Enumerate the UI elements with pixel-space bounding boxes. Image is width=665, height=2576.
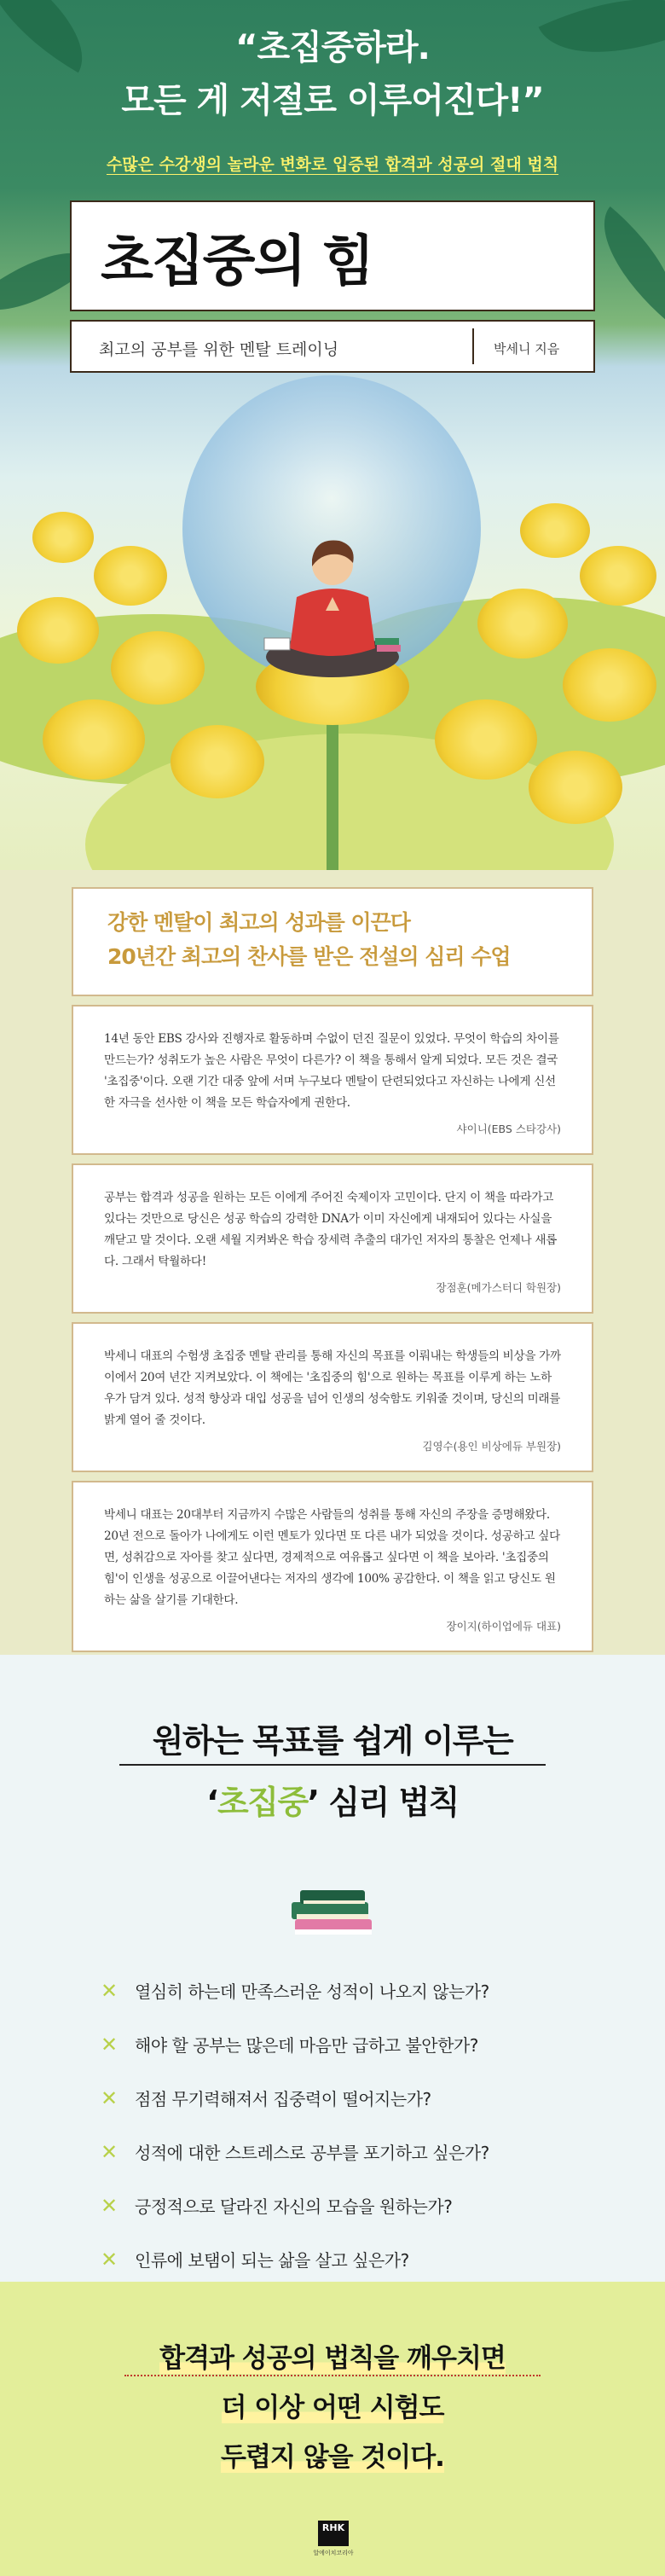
endorser <box>104 1618 561 1633</box>
x-mark-icon: ✕ <box>101 1978 119 2003</box>
list-item <box>101 2179 578 2232</box>
question-text: 긍정적으로 달라진 자신의 모습을 원하는가? <box>135 2196 453 2217</box>
question-text: 점점 무기력해져서 집중력이 떨어지는가? <box>135 2089 431 2109</box>
list-item <box>101 2071 578 2125</box>
hero-subtitle: 수많은 수강생의 놀라운 변화로 입증된 합격과 성공의 절대 법칙 <box>106 155 559 174</box>
endorser <box>104 1438 561 1453</box>
flower-illustration <box>94 546 167 606</box>
hero-quote-line2: 모든 게 저절로 이루어진다!” <box>121 81 544 120</box>
hero-quote-line1: “초집중하라. <box>235 28 430 67</box>
endorsement-text: 박세니 대표는 20대부터 지금까지 수많은 사람들의 성취를 통해 자신의 주장을 증명해왔다. 20년 전으로 돌아가 나에게도 이런 멘토가 있다면 또 다른 내가 되었을 것이다. 성공하고 싶다면, 성취감으로 자아를 찾고 싶다면, 경제적으로 여유롭고 싶다면 이 책을 보아라. '초집중의 힘'이 인생을 성공으로 이끌어낸다는 저자의 생각에 100% 공감한다. 이 책을 읽고 당신도 원하는 삶을 살기를 기대한다. <box>104 1508 560 1607</box>
psychology-rules-section <box>0 1655 665 2282</box>
x-mark-icon: ✕ <box>101 2193 119 2218</box>
book-subtitle-box <box>70 320 595 373</box>
endorsement-header <box>72 887 593 996</box>
publisher-logo: RHK <box>318 2521 349 2546</box>
meditating-person-illustration <box>256 529 409 699</box>
endorser-name: 장점훈 <box>436 1281 467 1294</box>
list-item <box>101 2232 578 2286</box>
endorser-role: (용인 비상에듀 부원장) <box>453 1440 561 1453</box>
flower-illustration <box>563 648 656 722</box>
x-mark-icon: ✕ <box>101 2139 119 2164</box>
flower-illustration <box>435 699 537 780</box>
endorser <box>104 1121 561 1136</box>
book-subtitle: 최고의 공부를 위한 멘탈 트레이닝 <box>99 340 339 359</box>
closing-text: 더 이상 어떤 시험도 <box>221 2393 444 2423</box>
flower-illustration <box>111 631 205 705</box>
question-text: 인류에 보탬이 되는 삶을 살고 싶은가? <box>135 2250 409 2271</box>
section-title: 원하는 목표를 쉽게 이루는 <box>152 1722 513 1760</box>
endorsement-text: 14년 동안 EBS 강사와 진행자로 활동하며 수없이 던진 질문이 있었다. 무엇이 학습의 차이를 만드는가? 성취도가 높은 사람은 무엇이 다른가? 이 책을 통해서 알게 되었다. 모든 것은 결국 '초집중'이다. 오랜 기간 대중 앞에 서며 누구보다 멘탈이 단련되었다고 자신하는 나에게 신선한 자극을 선사한 이 책을 모든 학습자에게 권한다. <box>104 1032 559 1110</box>
question-list <box>101 1964 578 2286</box>
closing-text: 합격과 성공의 법칙을 깨우치면 <box>159 2343 506 2374</box>
endorsement-card <box>72 1481 593 1652</box>
closing-text: 두렵지 않을 것이다. <box>221 2442 444 2473</box>
endorser-role: (하이업에듀 대표) <box>477 1620 561 1633</box>
flower-illustration <box>171 725 264 798</box>
book-author: 박세니 지음 <box>494 341 560 357</box>
endorser-role: (EBS 스타강사) <box>487 1123 561 1135</box>
flower-illustration <box>529 751 622 824</box>
endorser <box>104 1279 561 1295</box>
books-icon <box>288 1885 377 1945</box>
endorsement-card <box>72 1322 593 1472</box>
divider <box>472 328 474 364</box>
closing-section <box>0 2282 665 2576</box>
dotted-underline <box>124 2371 541 2376</box>
x-mark-icon: ✕ <box>101 2086 119 2110</box>
title-rule <box>119 1764 546 1766</box>
question-text: 해야 할 공부는 많은데 마음만 급하고 불안한가? <box>135 2035 478 2056</box>
stem-illustration <box>327 708 338 870</box>
flower-illustration <box>43 699 145 780</box>
endorser-name: 샤이니 <box>456 1123 488 1135</box>
endorsement-text: 박세니 대표의 수험생 초집중 멘탈 관리를 통해 자신의 목표를 이뤄내는 학생들의 비상을 가까이에서 20여 년간 지켜보았다. 이 책에는 '초집중의 힘'으로 원하는 목표를 이루게 하는 노하우가 담겨 있다. 성적 향상과 대입 성공을 넘어 인생의 성숙함도 키워줄 것이며, 당신의 미래를 밝게 열어 줄 것이다. <box>104 1349 561 1427</box>
question-text: 열심히 하는데 만족스러운 성적이 나오지 않는가? <box>135 1981 489 2002</box>
endorsement-section <box>72 887 593 1652</box>
endorsement-text: 공부는 합격과 성공을 원하는 모든 이에게 주어진 숙제이자 고민이다. 단지 이 책을 따라가고 있다는 것만으로 당신은 성공 학습의 강력한 DNA가 이미 자신에게 내재되어 있다는 사실을 깨닫고 말 것이다. 오랜 세월 지켜봐온 학습 장세력 추출의 대가인 저자의 통찰은 언제나 새롭다. 그래서 탁월하다! <box>104 1191 558 1268</box>
book-title: 초집중의 힘 <box>101 230 373 293</box>
list-item <box>101 2017 578 2071</box>
list-item <box>101 2125 578 2179</box>
hero-cover <box>0 0 665 870</box>
endorsement-headline: 강한 멘탈이 최고의 성과를 이끈다 <box>107 910 410 935</box>
closing-line <box>0 2386 665 2424</box>
endorser-role: (메가스터디 학원장) <box>466 1281 561 1294</box>
closing-line <box>0 2435 665 2474</box>
section-title <box>0 1776 665 1823</box>
x-mark-icon: ✕ <box>101 2032 119 2057</box>
endorsement-headline: 20년간 최고의 찬사를 받은 전설의 심리 수업 <box>107 944 511 969</box>
endorser-name: 김영수 <box>422 1440 454 1453</box>
x-mark-icon: ✕ <box>101 2247 119 2271</box>
list-item <box>101 1964 578 2017</box>
publisher-name: 알에이치코리아 <box>313 2550 354 2556</box>
flower-illustration <box>580 546 656 606</box>
quote-mark: ‘ <box>206 1784 218 1821</box>
section-title-tail: ’ 심리 법칙 <box>307 1784 459 1821</box>
book-title-box <box>70 200 595 311</box>
flower-illustration <box>32 512 94 563</box>
endorsement-card <box>72 1163 593 1314</box>
flower-illustration <box>520 503 590 558</box>
question-text: 성적에 대한 스트레스로 공부를 포기하고 싶은가? <box>135 2143 489 2163</box>
endorsement-card <box>72 1005 593 1155</box>
flower-illustration <box>477 589 568 659</box>
endorser-name: 장이지 <box>446 1620 477 1633</box>
closing-line <box>0 2336 665 2375</box>
flower-illustration <box>17 597 99 664</box>
highlight-text: 초집중 <box>217 1784 308 1821</box>
